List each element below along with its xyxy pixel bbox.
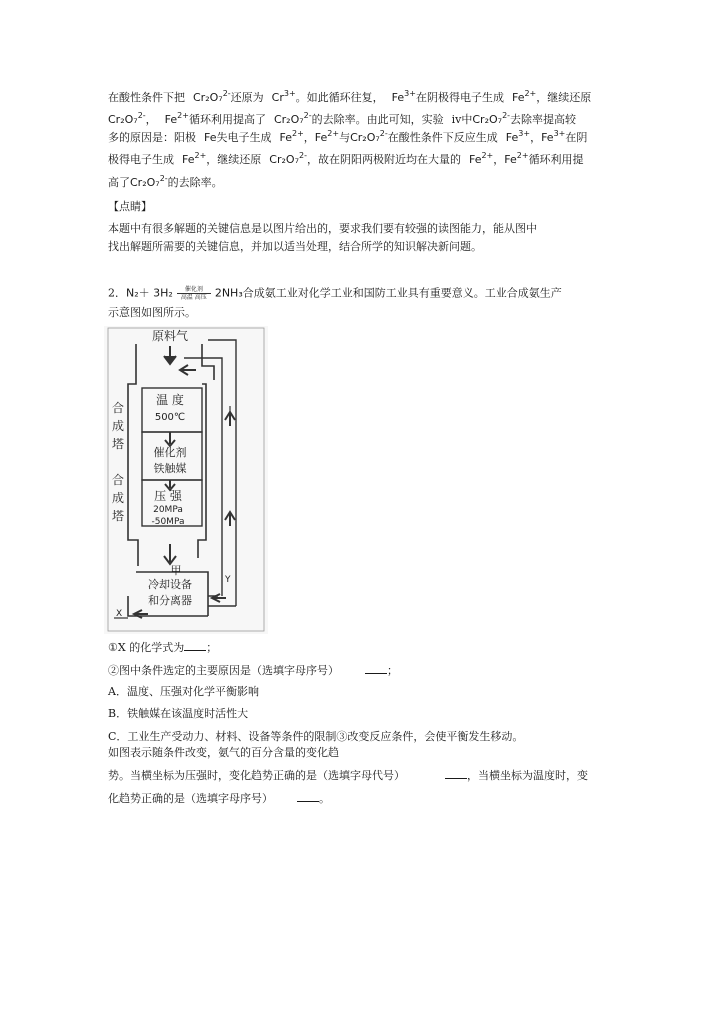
text: 的去除率。由此可知，实验 (311, 113, 444, 126)
formula: Cr₂O₇ (350, 131, 380, 144)
tower-label-2: 成 (112, 491, 125, 505)
text: ； (387, 664, 398, 677)
charge: 2- (137, 111, 146, 120)
catalyst-value: 铁触媒 (153, 462, 187, 475)
sub-question-3-line-2 (108, 768, 588, 783)
text: ， (303, 131, 315, 144)
text: 在酸性条件下反应生成 (387, 131, 498, 144)
text: 。 (319, 792, 330, 805)
formula: Fe (164, 113, 178, 126)
question-2-line-1 (108, 286, 562, 301)
pressure-value-2: -50MPa (151, 517, 185, 527)
formula: Fe (279, 131, 292, 144)
formula: Cr₂O₇ (130, 176, 160, 189)
cooler-label-1: 冷却设备 (148, 578, 192, 591)
tower-label-3: 塔 (112, 437, 125, 451)
option-b: B．铁触媒在该温度时活性大 (108, 707, 249, 720)
text: 的去除率。 (167, 176, 223, 189)
formula: Cr₂O₇ (472, 113, 503, 126)
formula: Cr₂O₇ (193, 91, 223, 104)
text: 多的原因是：阳极 (108, 131, 196, 144)
text: 在阴 (565, 131, 588, 144)
charge: 2+ (516, 151, 529, 160)
formula: Fe (314, 131, 328, 144)
text: 失电子生成 (216, 131, 272, 144)
jia-label: 甲 (170, 564, 182, 577)
text: ②图中条件选定的主要原因是（选填字母序号） (108, 664, 339, 677)
charge: 2+ (327, 129, 340, 138)
x-label: X (116, 609, 123, 619)
charge: 2- (222, 89, 231, 98)
tower-label-3: 塔 (112, 509, 125, 523)
text: ，故在阴阳两极附近均在大量的 (306, 153, 461, 166)
question-2-line-2: 示意图如图所示。 (108, 306, 196, 319)
comment-title: 【点睛】 (108, 200, 152, 213)
pressure-label: 压 强 (154, 489, 182, 503)
option-c: C．工业生产受动力、材料、设备等条件的限制③改变反应条件，会使平衡发生移动。 (108, 730, 524, 743)
charge: 2- (379, 129, 388, 138)
text: 在酸性条件下把 (108, 91, 185, 104)
text: 极得电子生成 (108, 153, 174, 166)
formula: Fe (505, 131, 519, 144)
tower-label-1: 合 (112, 473, 125, 487)
answer-blank[interactable] (297, 791, 319, 802)
tower-label-1: 合 (112, 401, 125, 415)
product: 2NH₃ (214, 286, 243, 300)
charge: 2+ (177, 111, 189, 120)
catalyst-label: 催化剂 (153, 446, 187, 459)
reactants: N₂＋ 3H₂ (126, 286, 173, 300)
charge: 2- (159, 174, 168, 183)
sub-question-2 (108, 663, 398, 678)
formula: Cr₂O₇ (108, 113, 138, 126)
charge: 2+ (292, 129, 304, 138)
text: 循环利用提高了 (188, 113, 266, 126)
y-label: Y (225, 575, 231, 585)
text: ， (145, 113, 157, 126)
text: 。如此循环往复， (295, 91, 384, 104)
formula: Fe (504, 153, 517, 166)
charge: 2+ (481, 151, 494, 160)
formula: Fe (204, 131, 217, 144)
para-line-5 (108, 176, 223, 190)
answer-blank[interactable] (184, 640, 206, 651)
tower-label-2: 成 (112, 419, 125, 433)
raw-gas-label: 原料气 (151, 329, 189, 343)
charge: 2- (502, 111, 511, 120)
formula: Cr₂O₇ (273, 113, 304, 126)
para-line-2 (108, 113, 576, 127)
answer-blank[interactable] (365, 663, 387, 674)
formula: Fe (391, 91, 405, 104)
text: 循环利用提 (528, 153, 584, 166)
text: 还原为 (230, 91, 264, 104)
charge: 2- (303, 111, 312, 120)
text: 在阴极得电子生成 (415, 91, 504, 104)
para-line-1 (108, 91, 591, 105)
text: 化趋势正确的是（选填字母序号） (108, 792, 273, 805)
formula: Fe (511, 91, 525, 104)
formula: Cr₂O₇ (269, 153, 299, 166)
comment-line-1: 本题中有很多解题的关键信息是以图片给出的，要求我们要有较强的读图能力，能从图中 (108, 222, 537, 235)
text: ， (493, 153, 505, 166)
sub-question-1 (108, 640, 217, 655)
text: ，继续还原 (536, 91, 592, 104)
text: ①X 的化学式为 (108, 641, 185, 654)
option-a: A．温度、压强对化学平衡影响 (108, 685, 259, 698)
question-number: 2． (108, 286, 126, 300)
text: 势。当横坐标为压强时，变化趋势正确的是（选填字母代号） (108, 769, 405, 782)
cooler-label-2: 和分离器 (148, 594, 192, 607)
reaction-condition (177, 286, 211, 301)
charge: 3+ (283, 89, 296, 98)
answer-blank[interactable] (445, 768, 467, 779)
text: ， (530, 131, 542, 144)
ammonia-synthesis-diagram (104, 326, 268, 634)
formula: Fe (541, 131, 554, 144)
text: ⅳ中 (451, 113, 473, 126)
text: 高了 (108, 176, 130, 189)
charge: 2+ (524, 89, 537, 98)
condition-top: 催化剂 (184, 286, 203, 293)
charge: 2- (298, 151, 307, 160)
charge: 3+ (404, 89, 416, 98)
pressure-value-1: 20MPa (153, 505, 183, 515)
sub-question-3-line-3 (108, 791, 330, 806)
formula: Fe (182, 153, 195, 166)
sub-question-3-line-1: 如图表示随条件改变，氨气的百分含量的变化趋 (108, 746, 339, 759)
para-line-4 (108, 153, 584, 167)
text: ，当横坐标为温度时，变 (467, 769, 588, 782)
temperature-value: 500℃ (154, 412, 186, 423)
text: ，继续还原 (206, 153, 262, 166)
para-line-3 (108, 131, 587, 145)
text: ； (206, 641, 218, 654)
text: 合成氨工业对化学工业和国防工业具有重要意义。工业合成氨生产 (242, 286, 562, 300)
temperature-label: 温 度 (156, 393, 184, 407)
formula: Cr (271, 91, 284, 104)
formula: Fe (468, 153, 482, 166)
condition-bottom: 高温 高压 (180, 294, 207, 301)
charge: 3+ (553, 129, 566, 138)
charge: 3+ (518, 129, 531, 138)
text: 去除率提高较 (510, 113, 577, 126)
charge: 2+ (194, 151, 207, 160)
comment-line-2: 找出解题所需要的关键信息，并加以适当处理，结合所学的知识解决新问题。 (108, 240, 482, 253)
text: 与 (339, 131, 351, 144)
